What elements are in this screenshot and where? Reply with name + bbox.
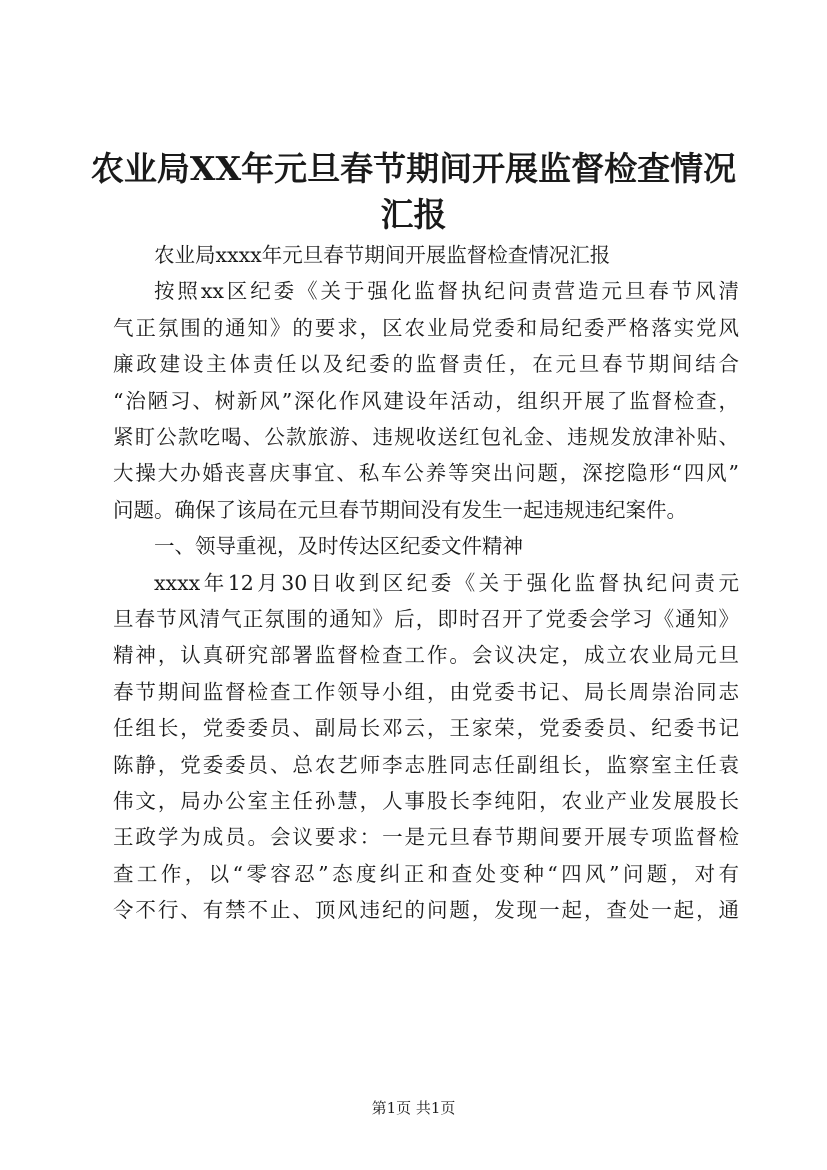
- body-line: 气正氛围的通知》的要求，区农业局党委和局纪委严格落实党风: [113, 315, 739, 340]
- body-line: 一、领导重视，及时传达区纪委文件精神: [154, 534, 523, 559]
- body-line: 春节期间监督检查工作领导小组，由党委书记、局长周崇治同志: [113, 679, 739, 704]
- body-line: 精神，认真研究部署监督检查工作。会议决定，成立农业局元旦: [113, 643, 739, 668]
- body-line: 紧盯公款吃喝、公款旅游、违规收送红包礼金、违规发放津补贴、: [113, 425, 739, 449]
- body-line: 查工作，以“零容忍”态度纠正和查处变种“四风”问题，对有: [113, 861, 739, 886]
- body-line: 大操大办婚丧喜庆事宜、私车公养等突出问题，深挖隐形“四风”: [113, 461, 739, 486]
- body-line: 农业局xxxx年元旦春节期间开展监督检查情况汇报: [154, 243, 611, 267]
- body-line: 廉政建设主体责任以及纪委的监督责任，在元旦春节期间结合: [113, 352, 739, 377]
- body-line: 按照xx区纪委《关于强化监督执纪问责营造元旦春节风清: [154, 279, 739, 304]
- title-line-1: 农业局XX年元旦春节期间开展监督检查情况: [90, 149, 737, 188]
- title-line-2: 汇报: [380, 195, 447, 234]
- body-line: “治陋习、树新风”深化作风建设年活动，组织开展了监督检查，: [113, 388, 739, 413]
- body-line: xxxx年12月30日收到区纪委《关于强化监督执纪问责元: [154, 570, 739, 595]
- page-footer: 第1页 共1页: [371, 1099, 456, 1117]
- body-line: 陈静，党委委员、总农艺师李志胜同志任副组长，监察室主任袁: [113, 752, 739, 777]
- body-line: 任组长，党委委员、副局长邓云，王家荣，党委委员、纪委书记: [113, 716, 739, 741]
- body-line: 问题。确保了该局在元旦春节期间没有发生一起违规违纪案件。: [113, 497, 687, 522]
- body-line: 伟文，局办公室主任孙慧，人事股长李纯阳，农业产业发展股长: [113, 789, 739, 813]
- document-title: [60, 146, 767, 238]
- body-line: 令不行、有禁不止、顶风违纪的问题，发现一起，查处一起，通: [113, 898, 739, 923]
- body-line: 旦春节风清气正氛围的通知》后，即时召开了党委会学习《通知》: [113, 607, 739, 631]
- body-line: 王政学为成员。会议要求：一是元旦春节期间要开展专项监督检: [113, 825, 739, 850]
